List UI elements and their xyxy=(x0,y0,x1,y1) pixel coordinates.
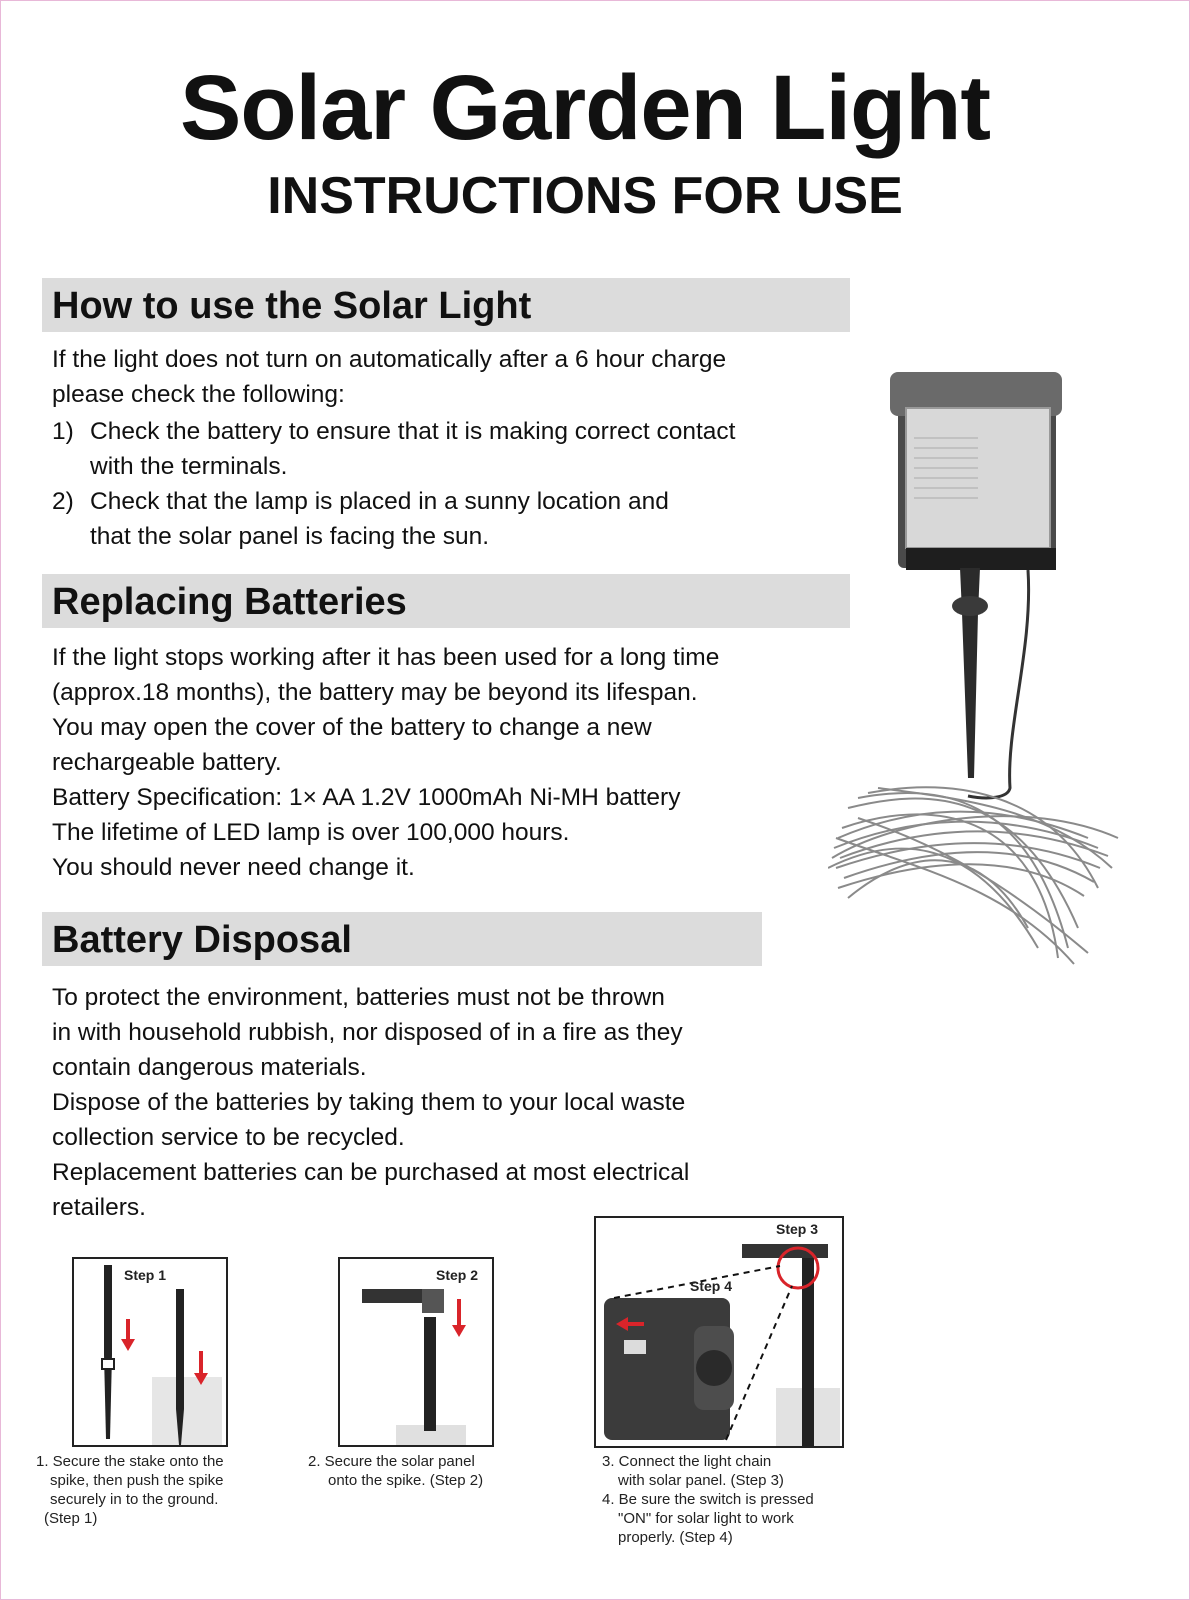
panel-bracket xyxy=(422,1289,444,1313)
battery-disposal-text xyxy=(52,980,689,1225)
checklist xyxy=(52,414,735,554)
page-subtitle: INSTRUCTIONS FOR USE xyxy=(267,167,903,225)
caption-line: (Step 1) xyxy=(44,1510,98,1527)
battery-box-knob xyxy=(696,1350,732,1386)
down-arrow-icon xyxy=(452,1299,466,1337)
step-3-label: Step 3 xyxy=(776,1221,819,1237)
replacing-batteries-text xyxy=(52,640,719,885)
list-number: 2) xyxy=(52,488,74,515)
stake-joint xyxy=(102,1359,114,1369)
text-line: Check the battery to ensure that it is making correct contact xyxy=(90,418,736,445)
spike-right xyxy=(176,1289,184,1445)
text-line: To protect the environment, batteries must not be thrown xyxy=(52,984,665,1011)
solar-panel-base xyxy=(906,548,1056,570)
text-line: in with household rubbish, nor disposed of in a fire as they xyxy=(52,1019,683,1046)
caption-line: 2. Secure the solar panel xyxy=(308,1453,475,1470)
step-4-label: Step 4 xyxy=(690,1278,733,1294)
step-2-label: Step 2 xyxy=(436,1267,479,1283)
caption-line: with solar panel. (Step 3) xyxy=(618,1472,784,1489)
text-line: You may open the cover of the battery to change a new xyxy=(52,714,652,741)
power-switch xyxy=(624,1340,646,1354)
page-title: Solar Garden Light xyxy=(179,57,991,159)
section-heading-battery-disposal xyxy=(42,912,762,966)
text-line: retailers. xyxy=(52,1194,146,1221)
list-number: 1) xyxy=(52,418,74,445)
list-item xyxy=(52,414,735,484)
text-line: rechargeable battery. xyxy=(52,749,282,776)
text-line: collection service to be recycled. xyxy=(52,1124,405,1151)
text-line: (approx.18 months), the battery may be beyond its lifespan. xyxy=(52,679,698,706)
step-1-label: Step 1 xyxy=(124,1267,167,1283)
text-line: Replacement batteries can be purchased at most electrical xyxy=(52,1159,690,1186)
caption-line: 3. Connect the light chain xyxy=(602,1453,772,1470)
list-item xyxy=(52,484,735,554)
section-heading-how-to-use xyxy=(42,278,850,332)
step-1-caption xyxy=(36,1452,224,1528)
caption-line: properly. (Step 4) xyxy=(618,1529,733,1546)
text-line: Check that the lamp is placed in a sunny location and xyxy=(90,488,669,515)
spike-shaft xyxy=(424,1317,436,1431)
step-1-drawing xyxy=(74,1259,226,1445)
text-line: The lifetime of LED lamp is over 100,000 hours. xyxy=(52,819,570,846)
ground-block xyxy=(152,1377,222,1445)
section-heading-text: Replacing Batteries xyxy=(52,581,407,623)
caption-line: securely in to the ground. xyxy=(50,1491,219,1508)
step-1-illustration xyxy=(72,1257,228,1447)
section-heading-text: Battery Disposal xyxy=(52,919,352,961)
text-line: If the light stops working after it has been used for a long time xyxy=(52,644,720,671)
down-arrow-icon xyxy=(121,1319,135,1351)
step-3-4-drawing xyxy=(596,1218,842,1446)
caption-line: 4. Be sure the switch is pressed xyxy=(602,1491,814,1508)
caption-line: 1. Secure the stake onto the xyxy=(36,1453,224,1470)
step-3-4-illustration xyxy=(594,1216,844,1448)
step-3-4-caption xyxy=(602,1452,814,1547)
how-to-use-intro xyxy=(52,342,726,412)
text-line: please check the following: xyxy=(52,381,345,408)
spike-left xyxy=(104,1265,112,1439)
caption-line: "ON" for solar light to work xyxy=(618,1510,794,1527)
section-heading-text: How to use the Solar Light xyxy=(52,285,532,327)
stake-collar xyxy=(952,596,988,616)
step-2-drawing xyxy=(340,1259,492,1445)
text-line: with the terminals. xyxy=(90,453,288,480)
text-line: Dispose of the batteries by taking them to your local waste xyxy=(52,1089,686,1116)
caption-line: spike, then push the spike xyxy=(50,1472,224,1489)
led-string-bundle xyxy=(828,787,1118,964)
section-heading-replacing-batteries xyxy=(42,574,850,628)
text-line: contain dangerous materials. xyxy=(52,1054,367,1081)
text-line: Battery Specification: 1× AA 1.2V 1000mAh Ni-MH battery xyxy=(52,784,681,811)
text-line: that the solar panel is facing the sun. xyxy=(90,523,490,550)
text-line: If the light does not turn on automatically after a 6 hour charge xyxy=(52,346,727,373)
step-2-caption xyxy=(308,1452,483,1490)
caption-line: onto the spike. (Step 2) xyxy=(328,1472,484,1489)
step-2-illustration xyxy=(338,1257,494,1447)
solar-light-product-image xyxy=(828,368,1128,988)
text-line: You should never need change it. xyxy=(52,854,415,881)
